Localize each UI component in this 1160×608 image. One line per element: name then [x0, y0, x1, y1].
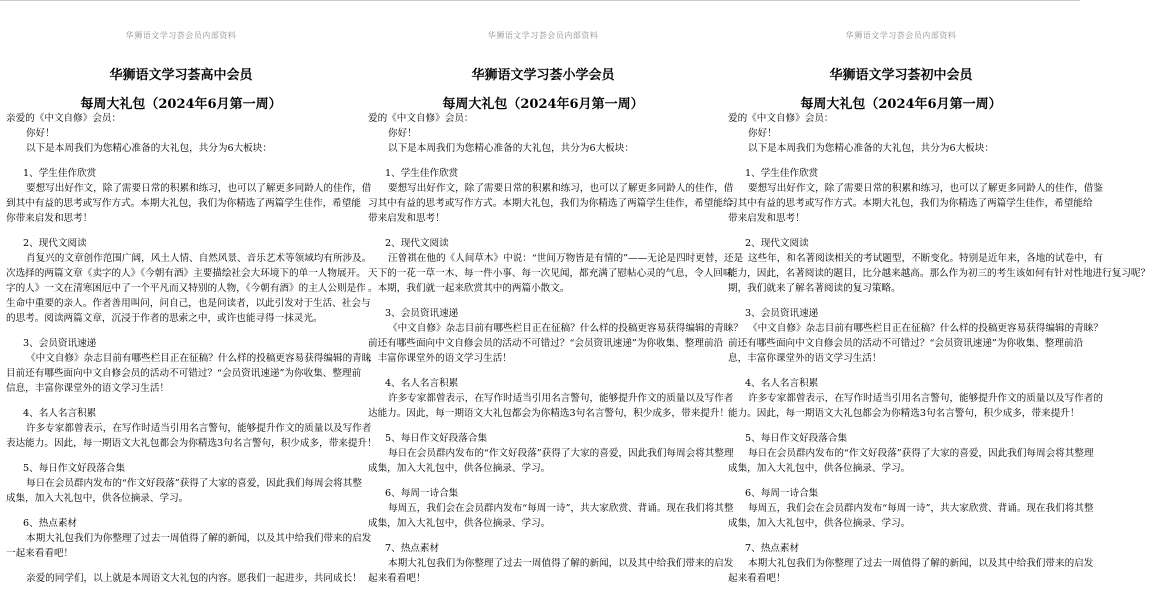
greeting: 亲爱的《中文自修》会员：	[6, 113, 122, 124]
paragraph-line: 每日在会员群内发布的“作文好段落”获得了大家的喜爱，因此我们每周会将其整理	[748, 448, 1094, 459]
paragraph-line: 本期大礼包我们为你整理了过去一周值得了解的新闻，以及其中给我们带来的启发	[748, 558, 1094, 569]
watermark: 华狮语文学习荟会员内部资料	[125, 31, 237, 40]
paragraph-line: 一起来看看吧！	[6, 548, 74, 559]
paragraph-line: 能力。因此，每一期语文大礼包都会为你精选3句名言警句，积少成多，带来提升！	[728, 408, 1080, 419]
paragraph-line: 汪曾祺在他的《人间草木》中说：“世间万物皆是有情的”——无论是四时更替，还是	[388, 253, 744, 264]
section-heading: 5、每日作文好段落合集	[745, 433, 848, 444]
page-subtitle: 每周大礼包（2024年6月第一周）	[80, 97, 282, 112]
section-heading: 1、学生佳作欣赏	[745, 168, 819, 179]
doc-page-primary	[362, 0, 744, 608]
paragraph-line: 次选择的两篇文章《卖字的人》《今朝有酒》主要描绘社会大环境下的单一人物展开。	[6, 268, 366, 279]
watermark: 华狮语文学习荟会员内部资料	[487, 31, 599, 40]
section-heading: 2、现代文阅读	[745, 238, 809, 249]
paragraph-line: 成集，加入大礼包中，供各位摘录、学习。	[728, 518, 911, 529]
section-heading: 6、每周一诗合集	[745, 488, 819, 499]
section-heading: 7、热点素材	[745, 543, 800, 554]
hello: 你好！	[748, 128, 777, 139]
hello: 你好！	[26, 128, 55, 139]
section-heading: 3、会员资讯速递	[385, 308, 459, 319]
paragraph-line: 《中文自修》杂志目前有哪些栏目正在征稿？什么样的投稿更容易获得编辑的青睐？	[388, 323, 743, 334]
section-heading: 5、每日作文好段落合集	[385, 433, 488, 444]
paragraph-line: 你带来启发和思考！	[6, 213, 93, 224]
paragraph-line: 《中文自修》杂志目前有哪些栏目正在征稿？什么样的投稿更容易获得编辑的青睐	[26, 353, 372, 364]
section-heading: 3、会员资讯速递	[23, 338, 97, 349]
section-heading: 6、每周一诗合集	[385, 488, 459, 499]
section-heading: 6、热点素材	[23, 518, 78, 529]
paragraph-line: 。本期，我们就一起来欣赏其中的两篇小散文。	[368, 283, 570, 294]
watermark: 华狮语文学习荟会员内部资料	[845, 31, 957, 40]
paragraph-line: 成集，加入大礼包中，供各位摘录、学习。	[368, 518, 551, 529]
paragraph-line: 带来启发和思考！	[728, 213, 805, 224]
paragraph-line: 每日在会员群内发布的“作文好段落”获得了大家的喜爱，因此我们每周会将其整理	[388, 448, 734, 459]
paragraph-line: 信息，丰富你课堂外的语文学习生活！	[6, 383, 170, 394]
paragraph-line: 许多专家都曾表示，在写作时适当引用名言警句，能够提升作文的质量以及写作者	[388, 393, 734, 404]
paragraph-line: 起来看看吧！	[368, 573, 426, 584]
paragraph-line: 每周五，我们会在会员群内发布“每周一诗”，共大家欣赏、背诵。现在我们将其整	[748, 503, 1094, 514]
paragraph-line: 许多专家都曾表示，在写作时适当引用名言警句，能够提升作文的质量以及写作者的	[748, 393, 1103, 404]
section-heading: 3、会员资讯速递	[745, 308, 819, 319]
paragraph-line: 习其中有益的思考或写作方式。本期大礼包，我们为你精选了两篇学生佳作，希望能给	[728, 198, 1093, 209]
section-heading: 1、学生佳作欣赏	[385, 168, 459, 179]
section-heading: 1、学生佳作欣赏	[23, 168, 97, 179]
paragraph-line: 带来启发和思考！	[368, 213, 445, 224]
hello: 你好！	[388, 128, 417, 139]
section-heading: 5、每日作文好段落合集	[23, 463, 126, 474]
paragraph-line: 目前还有哪些面向中文自修会员的活动不可错过？“会员资讯速递”为你收集、整理前	[6, 368, 362, 379]
paragraph-line: 期，我们就来了解名著阅读的复习策略。	[728, 283, 901, 294]
paragraph-line: ，丰富你课堂外的语文学习生活！	[368, 353, 512, 364]
page-subtitle: 每周大礼包（2024年6月第一周）	[442, 97, 644, 112]
intro: 以下是本周我们为您精心准备的大礼包，共分为6大板块：	[388, 143, 634, 154]
page-title: 华狮语文学习荟高中会员	[109, 68, 253, 83]
closing-line: 亲爱的同学们，以上就是本周语文大礼包的内容。愿我们一起进步，共同成长！	[26, 573, 362, 584]
section-heading: 7、热点素材	[385, 543, 440, 554]
section-heading: 2、现代文阅读	[23, 238, 87, 249]
section-heading: 2、现代文阅读	[385, 238, 449, 249]
paragraph-line: 的思考。阅读两篇文章，沉浸于作者的思索之中，或许也能寻得一抹灵光。	[6, 313, 323, 324]
page-subtitle: 每周大礼包（2024年6月第一周）	[800, 97, 1002, 112]
page-title: 华狮语文学习荟小学会员	[471, 68, 615, 83]
paragraph-line: 这些年，和名著阅读相关的考试题型，不断变化。特别是近年来，各地的试卷中，有	[748, 253, 1103, 264]
paragraph-line: 成集，加入大礼包中，供各位摘录、学习。	[728, 463, 911, 474]
paragraph-line: 成集，加入大礼包中，供各位摘录、学习。	[6, 493, 189, 504]
paragraph-line: 前还有哪些面向中文自修会员的活动不可错过？“会员资讯速递”为你收集、整理前沿	[728, 338, 1084, 349]
paragraph-line: 要想写出好作文，除了需要日常的积累和练习，也可以了解更多同龄人的佳作，借	[388, 183, 734, 194]
paragraph-line: 生命中重要的亲人。作者善用叫问，问自己，也是问读者，以此引发对于生活、社会与	[6, 298, 371, 309]
paragraph-line: 每周五，我们会在会员群内发布“每周一诗”，共大家欣赏、背诵。现在我们将其整	[388, 503, 734, 514]
doc-body	[728, 111, 1160, 586]
paragraph-line: 本期大礼包我们为你整理了过去一周值得了解的新闻，以及其中给我们带来的启发	[388, 558, 734, 569]
page-title: 华狮语文学习荟初中会员	[829, 68, 973, 83]
section-heading: 4、名人名言积累	[23, 408, 97, 419]
paragraph-line: 起来看看吧！	[728, 573, 786, 584]
intro: 以下是本周我们为您精心准备的大礼包，共分为6大板块：	[748, 143, 994, 154]
paragraph-line: 到其中有益的思考或写作方式。本期大礼包，我们为你精选了两篇学生佳作，希望能	[6, 198, 361, 209]
paragraph-line: 《中文自修》杂志目前有哪些栏目正在征稿？什么样的投稿更容易获得编辑的青睐？	[748, 323, 1103, 334]
paragraph-line: 达能力。因此，每一期语文大礼包都会为你精选3句名言警句，积少成多，带来提升！	[368, 408, 730, 419]
doc-page-high	[0, 0, 377, 608]
paragraph-line: 表达能力。因此，每一期语文大礼包都会为你精选3句名言警句，积少成多，带来提升！	[6, 438, 377, 449]
section-heading: 4、名人名言积累	[385, 378, 459, 389]
intro: 以下是本周我们为您精心准备的大礼包，共分为6大板块：	[26, 143, 272, 154]
paragraph-line: 息，丰富你课堂外的语文学习生活！	[728, 353, 882, 364]
paragraph-line: 本期大礼包我们为你整理了过去一周值得了解的新闻，以及其中给我们带来的启发	[26, 533, 372, 544]
paragraph-line: 肖复兴的文章创作范围广阔，风土人情、自然风景、音乐艺术等领域均有所涉及。	[26, 253, 372, 264]
paragraph-line: 每日在会员群内发布的“作文好段落”获得了大家的喜爱，因此我们每周会将其整	[26, 478, 362, 489]
doc-page-junior	[722, 0, 1151, 608]
paragraph-line: 字的人》一文在清寒困厄中了一个平凡而又特别的人物，《今朝有酒》的主人公则是作	[6, 283, 366, 294]
paragraph-line: 许多专家都曾表示，在写作时适当引用名言警句，能够提升作文的质量以及写作者	[26, 423, 372, 434]
paragraph-line: 成集，加入大礼包中，供各位摘录、学习。	[368, 463, 551, 474]
paragraph-line: 要想写出好作文，除了需要日常的积累和练习，也可以了解更多同龄人的佳作，借	[26, 183, 372, 194]
section-heading: 4、名人名言积累	[745, 378, 819, 389]
paragraph-line: 天下的一花一草一木、每一件小事、每一次见闻，都充满了慰帖心灵的气息，令人回味	[368, 268, 733, 279]
paragraph-line: 能力，因此，名著阅读的题目，比分越来越高。那么作为初三的考生该如何有针对性地进行复习呢？	[728, 268, 1151, 279]
paragraph-line: 前还有哪些面向中文自修会员的活动不可错过？“会员资讯速递”为你收集、整理前沿	[368, 338, 724, 349]
greeting: 爱的《中文自修》会员：	[728, 113, 834, 124]
paragraph-line: 习其中有益的思考或写作方式。本期大礼包，我们为你精选了两篇学生佳作，希望能给	[368, 198, 733, 209]
paragraph-line: 要想写出好作文，除了需要日常的积累和练习，也可以了解更多同龄人的佳作，借鉴	[748, 183, 1103, 194]
greeting: 爱的《中文自修》会员：	[368, 113, 474, 124]
